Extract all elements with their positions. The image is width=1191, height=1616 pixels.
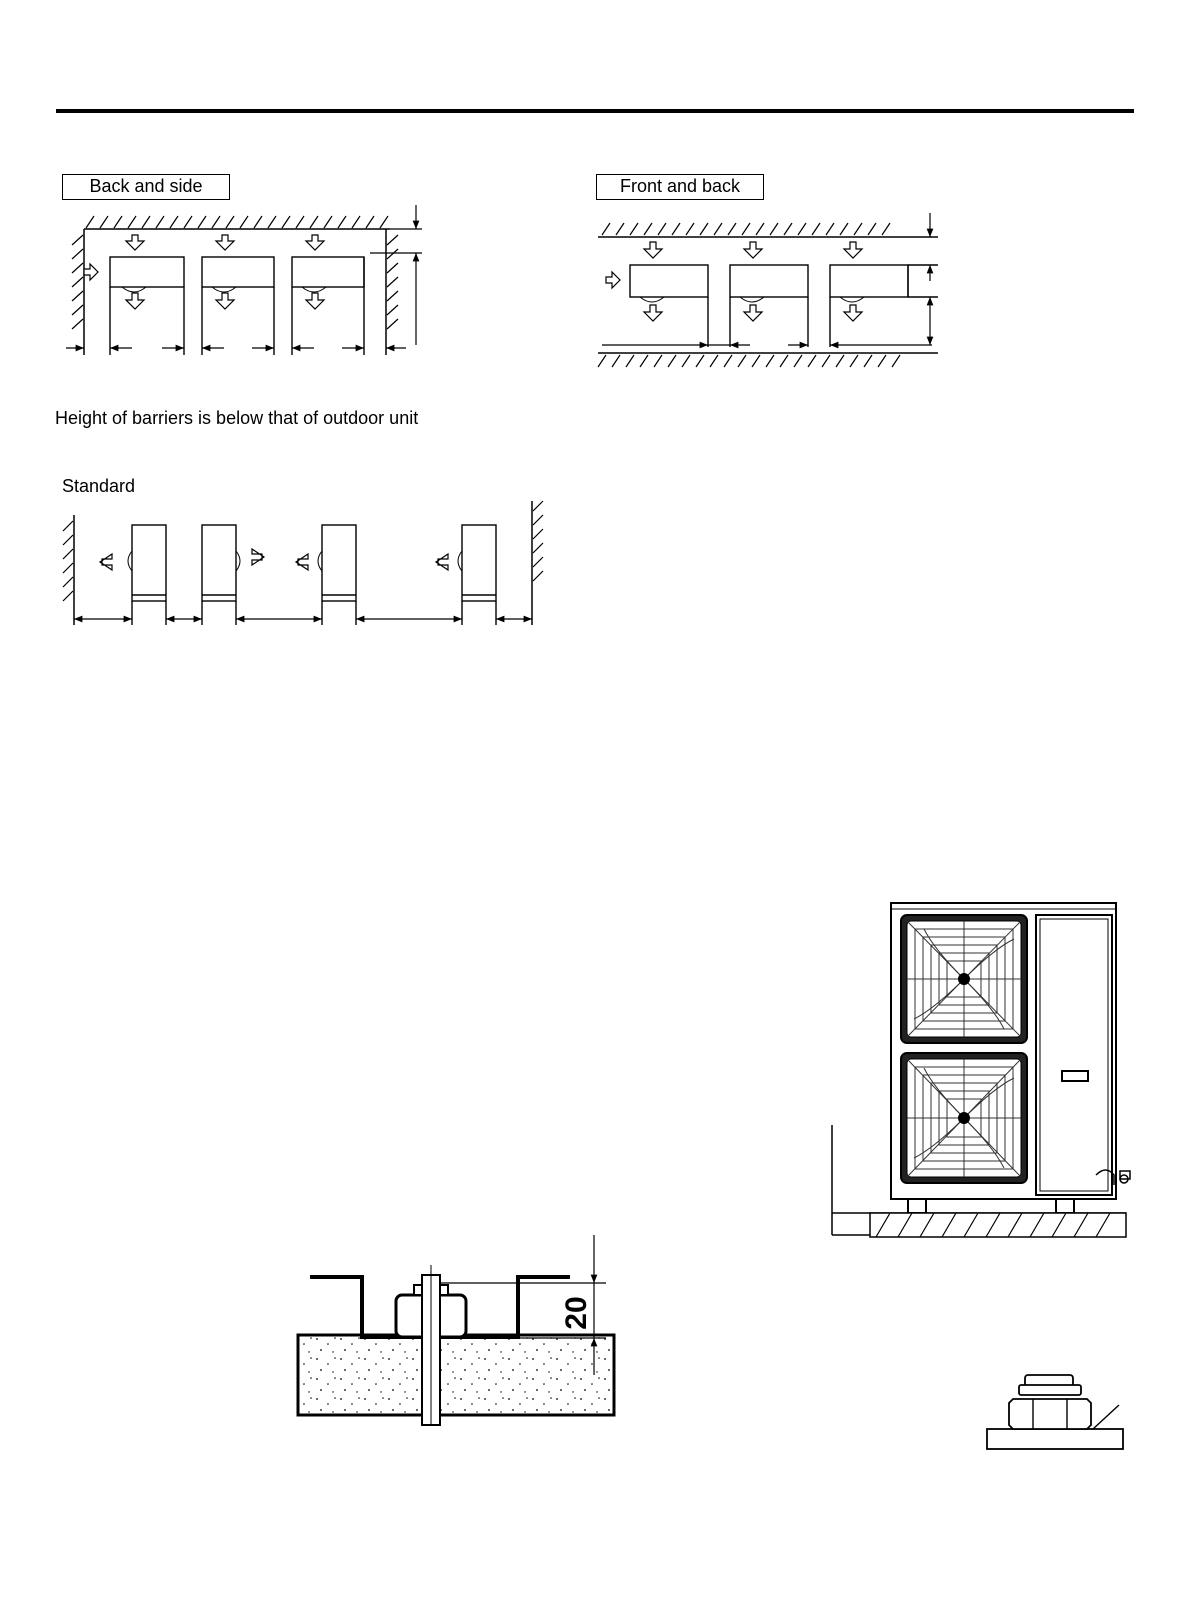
outdoor-unit-illustration xyxy=(826,895,1156,1245)
upper-fan-grille xyxy=(901,915,1027,1043)
lower-fan-grille xyxy=(901,1053,1027,1183)
back-and-side-label: Back and side xyxy=(62,174,230,200)
header-rule xyxy=(56,109,1134,113)
standard-label: Standard xyxy=(62,476,136,496)
top-wall-hatch xyxy=(86,216,388,228)
nut-diagram xyxy=(985,1365,1135,1455)
front-and-back-label: Front and back xyxy=(596,174,764,200)
standard-diagram xyxy=(60,495,550,635)
barrier-note: Height of barriers is below that of outdoor unit xyxy=(55,408,419,428)
back-and-side-diagram xyxy=(60,205,440,375)
front-and-back-diagram xyxy=(592,205,952,370)
bolt-section-diagram xyxy=(290,1235,630,1425)
bolt-dimension-label: 20 xyxy=(560,1296,593,1330)
